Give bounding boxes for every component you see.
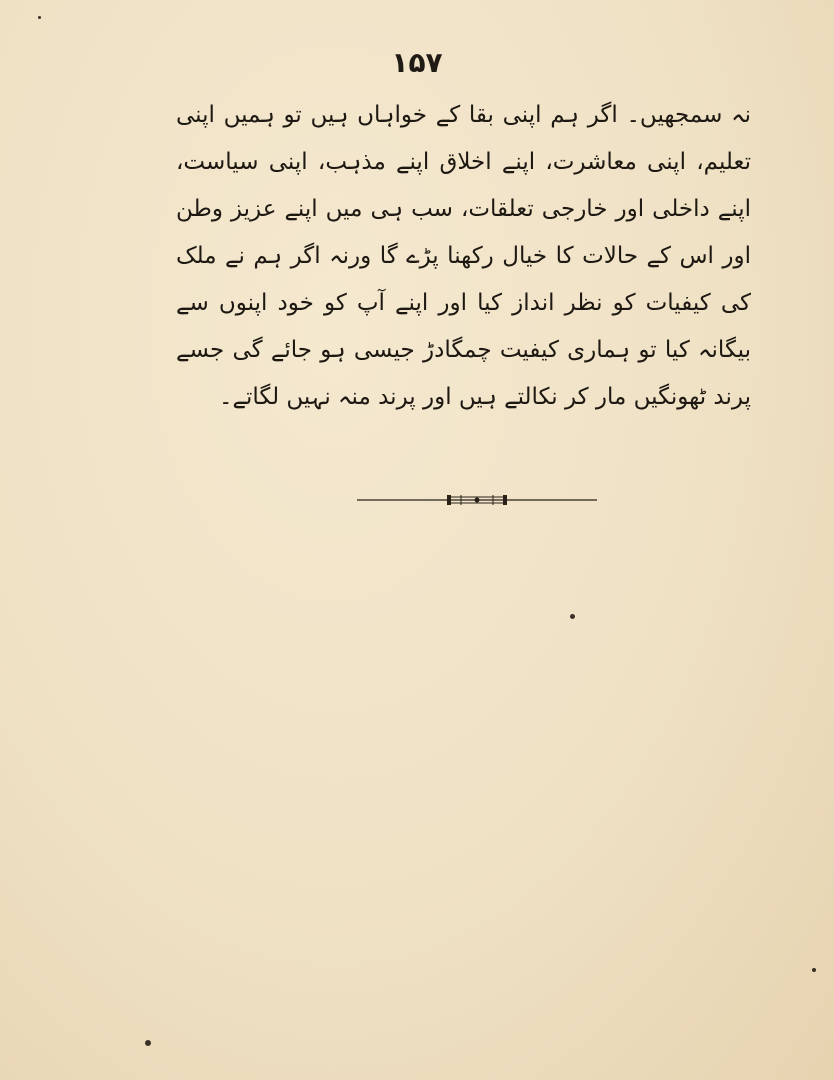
paper-speck [570,614,575,619]
paper-speck [38,16,41,19]
section-divider-ornament [357,490,597,510]
paper-speck [145,1040,151,1046]
body-paragraph: نہ سمجھیں۔ اگر ہم اپنی بقا کے خواہاں ہیں تو ہمیں اپنی تعلیم، اپنی معاشرت، اپنے اخلاق اپنے مذہب، اپنی سیاست، اپنے داخلی اور خارجی تعلقات، سب ہی میں اپنے عزیز وطن اور اس کے حالات کا خیال رکھنا پڑے گا ورنہ اگر ہم نے ملک کی کیفیات کو نظر انداز کیا اور اپنے آپ کو خود اپنوں سے بیگانہ کیا تو ہماری کیفیت چمگادڑ جیسی ہو جائے گی جسے پرند ٹھونگیں مار کر نکالتے ہیں اور پرند منہ نہیں لگاتے۔ [176,102,751,410]
paper-speck [812,968,816,972]
page-number: ۱۵۷ [391,46,443,79]
